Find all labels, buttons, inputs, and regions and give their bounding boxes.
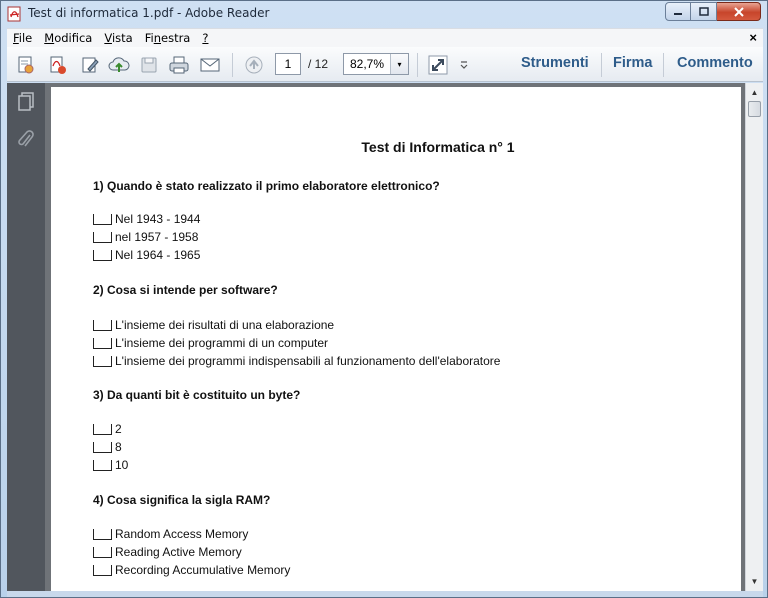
document-viewport[interactable] [45,83,745,591]
menu-vista-accel: V [104,31,112,45]
chevron-down-icon: ▾ [397,59,402,69]
toolbar-separator [417,53,418,77]
menu-vista-label: ista [111,31,133,45]
question-1-option-3 [93,248,200,262]
arrow-up-icon: ▲ [750,88,759,97]
option-label: L'insieme dei programmi di un computer [115,336,329,350]
checkbox [93,320,112,331]
question-1-option-2 [93,230,198,244]
menu-bar [7,28,763,47]
navigation-pane [7,83,45,591]
save-icon [139,55,159,75]
zoom-select[interactable] [343,53,409,75]
option-label: Reading Active Memory [115,545,242,559]
menu-help[interactable] [196,31,214,45]
question-4-option-3 [93,563,290,577]
comment-pane-button[interactable]: Commento [677,55,753,71]
export-pdf-button[interactable] [47,54,69,76]
question-2-option-2 [93,336,328,350]
question-1-option-1 [93,212,200,226]
title-bar[interactable] [1,1,767,27]
option-label: 2 [115,422,122,436]
menu-modifica-accel: M [44,31,55,45]
question-2-option-1 [93,318,334,332]
create-pdf-icon [16,55,36,75]
checkbox [93,214,112,225]
zoom-value: 82,7% [350,57,385,71]
checkbox [93,424,112,435]
close-document-button[interactable]: × [749,30,757,45]
page-total: / 12 [308,57,329,71]
expand-icon [428,55,448,75]
close-icon [733,7,745,17]
option-label: Random Access Memory [115,527,249,541]
question-2-option-3 [93,354,500,368]
menu-finestra[interactable] [139,31,197,45]
menu-file[interactable] [7,31,38,45]
minimize-button[interactable] [665,2,691,21]
pdf-page [51,87,741,591]
option-label: Nel 1964 - 1965 [115,248,201,262]
menu-file-label: ile [18,31,33,45]
vertical-scrollbar[interactable] [745,83,763,591]
edit-button[interactable] [79,54,101,76]
sign-pane-button[interactable]: Firma [613,55,653,71]
window-controls [665,2,761,21]
export-pdf-icon [48,55,68,75]
option-label: L'insieme dei risultati di una elaborazione [115,318,335,332]
checkbox [93,250,112,261]
question-3-option-3 [93,458,128,472]
window-title: Test di informatica 1.pdf - Adobe Reader [28,6,270,20]
scroll-up-button[interactable] [747,85,762,100]
toolbar-options-button[interactable] [457,54,471,76]
edit-icon [80,55,100,75]
overflow-chevron-icon [459,60,469,70]
previous-page-button[interactable] [243,54,265,76]
email-button[interactable] [199,54,221,76]
document-title: Test di Informatica n° 1 [361,139,515,155]
question-4-option-2 [93,545,242,559]
arrow-down-icon: ▼ [750,577,759,586]
scroll-down-button[interactable] [747,574,762,589]
question-4: 4) Cosa significa la sigla RAM? [93,493,271,507]
toolbar [7,47,763,82]
checkbox [93,565,112,576]
pdf-app-icon [7,6,23,22]
option-label: 10 [115,458,129,472]
create-pdf-button[interactable] [15,54,37,76]
checkbox [93,460,112,471]
arrow-up-circle-icon [244,55,264,75]
option-label: L'insieme dei programmi indispensabili al funzionamento dell'elaboratore [115,354,501,368]
save-button[interactable] [138,54,160,76]
window-bottom-border [7,591,763,597]
question-3-option-1 [93,422,122,436]
option-label: Recording Accumulative Memory [115,563,291,577]
menu-help-accel: ? [202,31,209,45]
maximize-icon [699,7,709,16]
upload-button[interactable] [108,54,130,76]
fit-page-button[interactable] [427,54,449,76]
option-label: Nel 1943 - 1944 [115,212,201,226]
tools-pane-button[interactable]: Strumenti [521,55,589,71]
print-button[interactable] [168,54,190,76]
menu-vista[interactable] [98,31,138,45]
question-2: 2) Cosa si intende per software? [93,283,278,297]
checkbox [93,547,112,558]
option-label: nel 1957 - 1958 [115,230,199,244]
toolbar-separator [601,53,602,77]
page-number-input[interactable]: 1 [275,53,301,75]
scrollbar-thumb[interactable] [748,101,761,117]
checkbox [93,442,112,453]
question-1: 1) Quando è stato realizzato il primo elaboratore elettronico? [93,179,440,193]
toolbar-separator [232,53,233,77]
menu-modifica[interactable] [38,31,98,45]
menu-finestra-post: estra [161,31,191,45]
maximize-button[interactable] [691,2,717,21]
checkbox [93,356,112,367]
checkbox [93,529,112,540]
checkbox [93,338,112,349]
toolbar-separator [663,53,664,77]
attachments-paperclip-icon[interactable] [16,129,36,151]
menu-finestra-accel: n [153,31,161,45]
menu-finestra-pre: Fi [144,31,154,45]
printer-icon [168,55,190,75]
menu-modifica-label: odifica [54,31,93,45]
option-label: 8 [115,440,122,454]
close-window-button[interactable] [717,2,761,21]
zoom-dropdown-button[interactable] [390,54,408,74]
question-4-option-1 [93,527,248,541]
menu-file-accel: F [13,31,19,45]
question-3-option-2 [93,440,122,454]
page-thumbnails-icon[interactable] [16,91,36,113]
question-3: 3) Da quanti bit è costituito un byte? [93,388,301,402]
envelope-icon [199,56,221,74]
checkbox [93,232,112,243]
cloud-upload-icon [108,55,130,75]
minimize-icon [673,8,683,16]
